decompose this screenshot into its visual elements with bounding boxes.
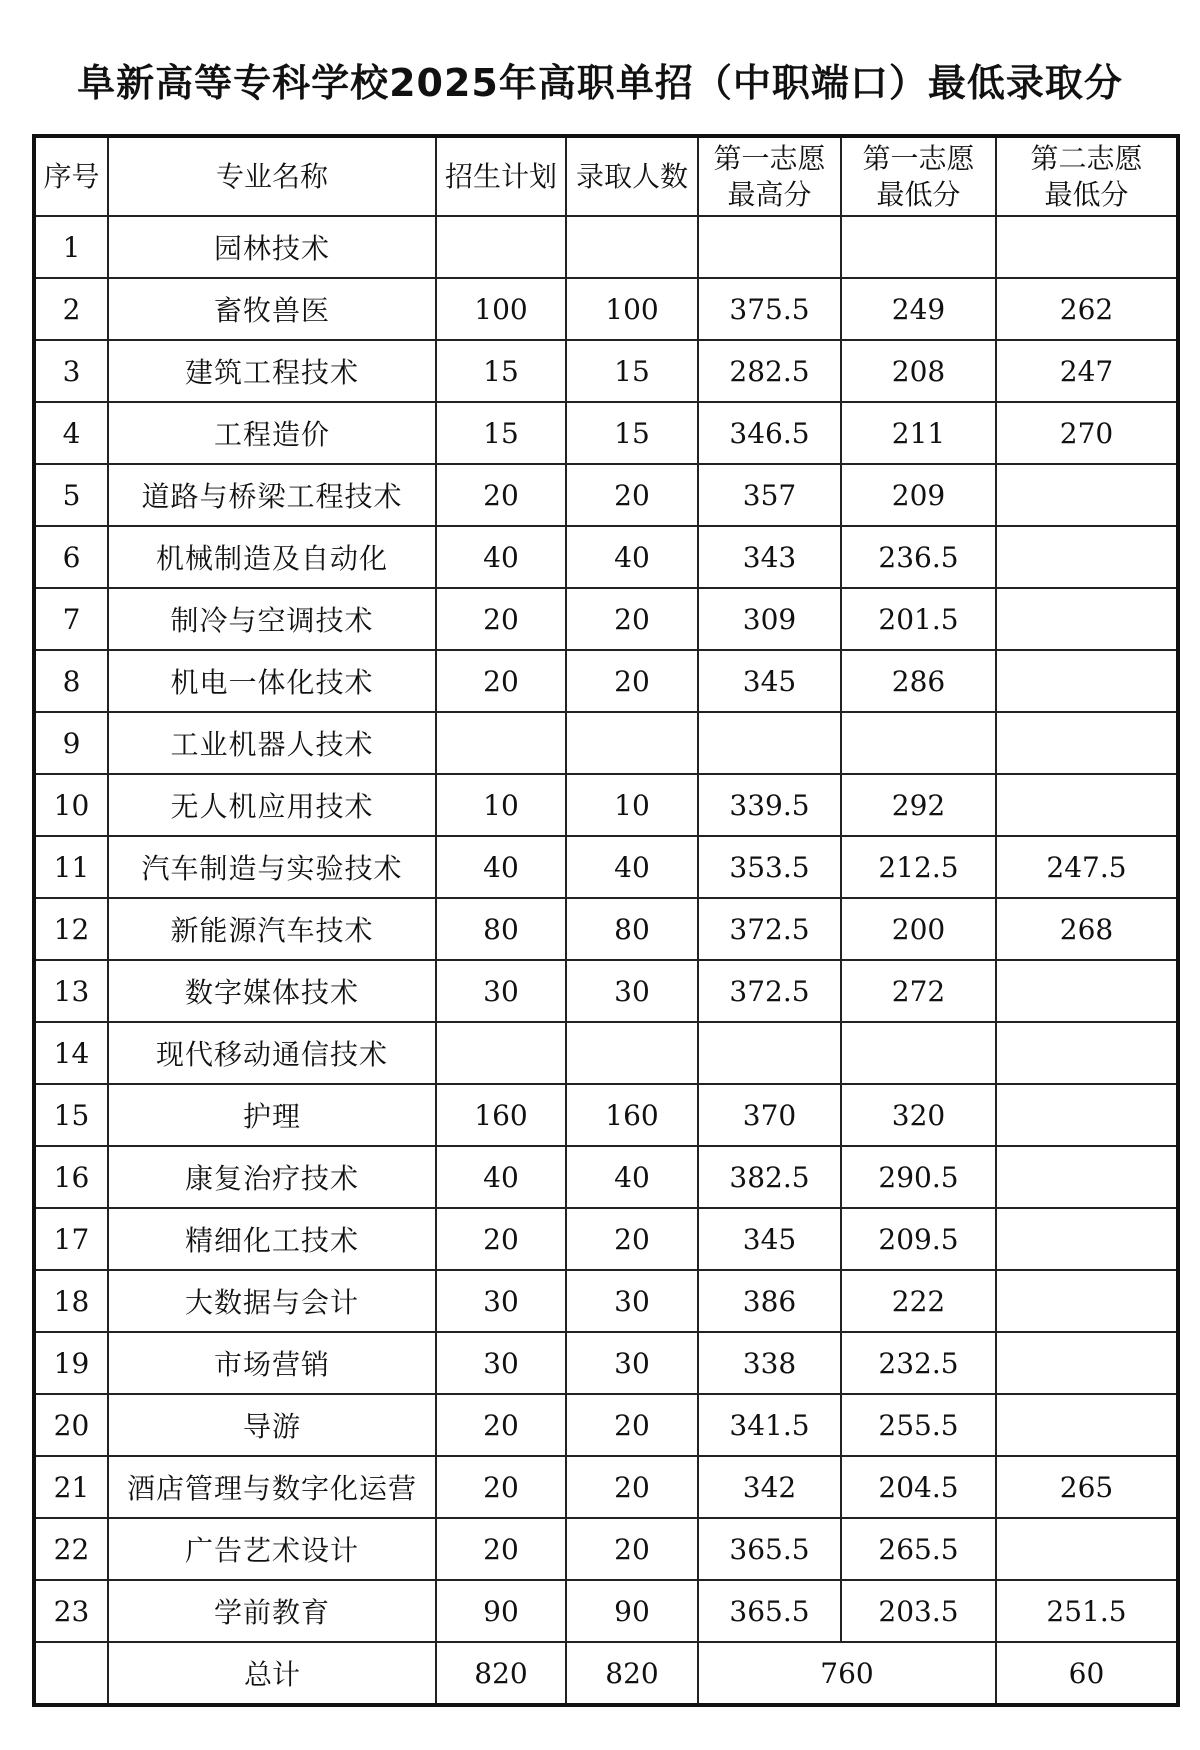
table-row — [34, 960, 1178, 1022]
first-choice-max-cell: 365.5 — [698, 1580, 841, 1642]
header-row — [34, 136, 1178, 216]
seq-cell: 23 — [34, 1580, 108, 1642]
admitted-count-cell: 20 — [566, 650, 698, 712]
enrollment-plan-cell: 20 — [436, 1394, 566, 1456]
enrollment-plan-cell: 30 — [436, 960, 566, 1022]
major-name-cell: 酒店管理与数字化运营 — [108, 1456, 436, 1518]
table-row — [34, 836, 1178, 898]
total-second-choice: 60 — [996, 1642, 1178, 1705]
second-choice-min-cell — [996, 1518, 1178, 1580]
first-choice-max-cell: 375.5 — [698, 278, 841, 340]
major-name-cell: 工业机器人技术 — [108, 712, 436, 774]
table-row — [34, 898, 1178, 960]
first-choice-min-cell: 265.5 — [841, 1518, 996, 1580]
enrollment-plan-cell: 15 — [436, 402, 566, 464]
first-choice-max-cell: 309 — [698, 588, 841, 650]
second-choice-min-cell — [996, 1270, 1178, 1332]
second-choice-min-cell — [996, 1084, 1178, 1146]
major-name-cell: 新能源汽车技术 — [108, 898, 436, 960]
admitted-count-cell: 90 — [566, 1580, 698, 1642]
table-row — [34, 340, 1178, 402]
enrollment-plan-cell: 40 — [436, 526, 566, 588]
admitted-count-cell: 40 — [566, 1146, 698, 1208]
header-enrollment-plan: 招生计划 — [436, 136, 566, 216]
total-seq-cell — [34, 1642, 108, 1705]
table-row — [34, 464, 1178, 526]
seq-cell: 20 — [34, 1394, 108, 1456]
seq-cell: 19 — [34, 1332, 108, 1394]
table-row — [34, 774, 1178, 836]
first-choice-min-cell: 290.5 — [841, 1146, 996, 1208]
first-choice-min-cell: 320 — [841, 1084, 996, 1146]
major-name-cell: 机械制造及自动化 — [108, 526, 436, 588]
major-name-cell: 制冷与空调技术 — [108, 588, 436, 650]
table-row — [34, 216, 1178, 278]
seq-cell: 15 — [34, 1084, 108, 1146]
major-name-cell: 大数据与会计 — [108, 1270, 436, 1332]
table-row — [34, 1518, 1178, 1580]
major-name-cell: 园林技术 — [108, 216, 436, 278]
seq-cell: 7 — [34, 588, 108, 650]
enrollment-plan-cell: 20 — [436, 464, 566, 526]
first-choice-max-cell: 342 — [698, 1456, 841, 1518]
second-choice-min-cell — [996, 1394, 1178, 1456]
second-choice-min-cell — [996, 1332, 1178, 1394]
second-choice-min-cell: 265 — [996, 1456, 1178, 1518]
major-name-cell: 导游 — [108, 1394, 436, 1456]
first-choice-min-cell: 255.5 — [841, 1394, 996, 1456]
first-choice-min-cell — [841, 216, 996, 278]
seq-cell: 3 — [34, 340, 108, 402]
first-choice-max-cell: 365.5 — [698, 1518, 841, 1580]
first-choice-min-cell: 208 — [841, 340, 996, 402]
admitted-count-cell: 30 — [566, 1332, 698, 1394]
admitted-count-cell: 10 — [566, 774, 698, 836]
second-choice-min-cell: 251.5 — [996, 1580, 1178, 1642]
header-second-choice-min-line2: 最低分 — [1044, 177, 1129, 211]
first-choice-min-cell: 209 — [841, 464, 996, 526]
seq-cell: 21 — [34, 1456, 108, 1518]
enrollment-plan-cell: 30 — [436, 1332, 566, 1394]
first-choice-max-cell: 370 — [698, 1084, 841, 1146]
total-plan: 820 — [436, 1642, 566, 1705]
page-title: 阜新高等专科学校2025年高职单招（中职端口）最低录取分 — [77, 61, 1123, 105]
table-row — [34, 278, 1178, 340]
admitted-count-cell: 30 — [566, 1270, 698, 1332]
table-row — [34, 1022, 1178, 1084]
second-choice-min-cell — [996, 1146, 1178, 1208]
first-choice-min-cell: 249 — [841, 278, 996, 340]
admitted-count-cell: 160 — [566, 1084, 698, 1146]
major-name-cell: 精细化工技术 — [108, 1208, 436, 1270]
second-choice-min-cell: 262 — [996, 278, 1178, 340]
first-choice-min-cell: 200 — [841, 898, 996, 960]
first-choice-max-cell — [698, 712, 841, 774]
seq-cell: 4 — [34, 402, 108, 464]
admitted-count-cell — [566, 712, 698, 774]
seq-cell: 16 — [34, 1146, 108, 1208]
major-name-cell: 工程造价 — [108, 402, 436, 464]
table-row — [34, 1394, 1178, 1456]
admitted-count-cell: 15 — [566, 340, 698, 402]
first-choice-min-cell: 232.5 — [841, 1332, 996, 1394]
first-choice-max-cell: 372.5 — [698, 960, 841, 1022]
admitted-count-cell: 40 — [566, 526, 698, 588]
enrollment-plan-cell — [436, 216, 566, 278]
seq-cell: 17 — [34, 1208, 108, 1270]
enrollment-plan-cell: 20 — [436, 588, 566, 650]
table-row — [34, 1146, 1178, 1208]
admitted-count-cell — [566, 1022, 698, 1084]
admitted-count-cell: 15 — [566, 402, 698, 464]
admission-score-table — [32, 134, 1180, 1707]
header-seq: 序号 — [34, 136, 108, 216]
first-choice-max-cell: 345 — [698, 1208, 841, 1270]
seq-cell: 5 — [34, 464, 108, 526]
table-row — [34, 712, 1178, 774]
table-row — [34, 1332, 1178, 1394]
first-choice-min-cell: 212.5 — [841, 836, 996, 898]
first-choice-max-cell: 338 — [698, 1332, 841, 1394]
first-choice-min-cell: 236.5 — [841, 526, 996, 588]
enrollment-plan-cell — [436, 712, 566, 774]
major-name-cell: 广告艺术设计 — [108, 1518, 436, 1580]
enrollment-plan-cell: 40 — [436, 1146, 566, 1208]
seq-cell: 2 — [34, 278, 108, 340]
enrollment-plan-cell: 100 — [436, 278, 566, 340]
admitted-count-cell: 30 — [566, 960, 698, 1022]
second-choice-min-cell — [996, 1208, 1178, 1270]
seq-cell: 13 — [34, 960, 108, 1022]
first-choice-min-cell — [841, 1022, 996, 1084]
total-row — [34, 1642, 1178, 1705]
table-row — [34, 1084, 1178, 1146]
first-choice-min-cell: 203.5 — [841, 1580, 996, 1642]
admitted-count-cell: 40 — [566, 836, 698, 898]
second-choice-min-cell — [996, 526, 1178, 588]
admitted-count-cell: 20 — [566, 1456, 698, 1518]
first-choice-min-cell — [841, 712, 996, 774]
seq-cell: 1 — [34, 216, 108, 278]
first-choice-min-cell: 201.5 — [841, 588, 996, 650]
first-choice-max-cell: 345 — [698, 650, 841, 712]
table-body — [34, 216, 1178, 1705]
major-name-cell: 无人机应用技术 — [108, 774, 436, 836]
major-name-cell: 数字媒体技术 — [108, 960, 436, 1022]
second-choice-min-cell — [996, 712, 1178, 774]
second-choice-min-cell — [996, 774, 1178, 836]
second-choice-min-cell — [996, 464, 1178, 526]
admitted-count-cell: 20 — [566, 1208, 698, 1270]
second-choice-min-cell — [996, 216, 1178, 278]
first-choice-max-cell: 357 — [698, 464, 841, 526]
first-choice-max-cell: 343 — [698, 526, 841, 588]
first-choice-max-cell: 346.5 — [698, 402, 841, 464]
first-choice-max-cell: 353.5 — [698, 836, 841, 898]
second-choice-min-cell — [996, 588, 1178, 650]
first-choice-max-cell: 282.5 — [698, 340, 841, 402]
table-row — [34, 1580, 1178, 1642]
table-row — [34, 1456, 1178, 1518]
second-choice-min-cell: 247 — [996, 340, 1178, 402]
second-choice-min-cell: 270 — [996, 402, 1178, 464]
admitted-count-cell — [566, 216, 698, 278]
header-first-choice-max-line1: 第一志愿 — [713, 141, 826, 175]
total-label: 总计 — [108, 1642, 436, 1705]
first-choice-min-cell: 272 — [841, 960, 996, 1022]
seq-cell: 11 — [34, 836, 108, 898]
total-admitted: 820 — [566, 1642, 698, 1705]
major-name-cell: 机电一体化技术 — [108, 650, 436, 712]
header-major-name: 专业名称 — [108, 136, 436, 216]
seq-cell: 22 — [34, 1518, 108, 1580]
enrollment-plan-cell: 40 — [436, 836, 566, 898]
admitted-count-cell: 20 — [566, 1394, 698, 1456]
enrollment-plan-cell: 20 — [436, 650, 566, 712]
major-name-cell: 现代移动通信技术 — [108, 1022, 436, 1084]
first-choice-max-cell: 386 — [698, 1270, 841, 1332]
first-choice-max-cell: 339.5 — [698, 774, 841, 836]
admitted-count-cell: 20 — [566, 1518, 698, 1580]
table-row — [34, 402, 1178, 464]
first-choice-max-cell: 341.5 — [698, 1394, 841, 1456]
admitted-count-cell: 20 — [566, 588, 698, 650]
first-choice-min-cell: 209.5 — [841, 1208, 996, 1270]
major-name-cell: 市场营销 — [108, 1332, 436, 1394]
admitted-count-cell: 20 — [566, 464, 698, 526]
seq-cell: 18 — [34, 1270, 108, 1332]
header-first-choice-max-line2: 最高分 — [727, 177, 812, 211]
major-name-cell: 汽车制造与实验技术 — [108, 836, 436, 898]
first-choice-min-cell: 292 — [841, 774, 996, 836]
admitted-count-cell: 80 — [566, 898, 698, 960]
header-admitted-count: 录取人数 — [566, 136, 698, 216]
total-first-choice: 760 — [698, 1642, 996, 1705]
seq-cell: 14 — [34, 1022, 108, 1084]
header-first-choice-min-line2: 最低分 — [876, 177, 961, 211]
major-name-cell: 学前教育 — [108, 1580, 436, 1642]
first-choice-min-cell: 222 — [841, 1270, 996, 1332]
header-second-choice-min — [996, 136, 1178, 216]
table-row — [34, 1208, 1178, 1270]
first-choice-min-cell: 286 — [841, 650, 996, 712]
enrollment-plan-cell: 80 — [436, 898, 566, 960]
second-choice-min-cell: 247.5 — [996, 836, 1178, 898]
table-row — [34, 588, 1178, 650]
second-choice-min-cell — [996, 650, 1178, 712]
table-row — [34, 526, 1178, 588]
first-choice-max-cell — [698, 1022, 841, 1084]
seq-cell: 8 — [34, 650, 108, 712]
enrollment-plan-cell: 30 — [436, 1270, 566, 1332]
first-choice-min-cell: 204.5 — [841, 1456, 996, 1518]
enrollment-plan-cell: 20 — [436, 1456, 566, 1518]
enrollment-plan-cell: 90 — [436, 1580, 566, 1642]
second-choice-min-cell — [996, 960, 1178, 1022]
table-row — [34, 1270, 1178, 1332]
major-name-cell: 建筑工程技术 — [108, 340, 436, 402]
second-choice-min-cell — [996, 1022, 1178, 1084]
enrollment-plan-cell: 10 — [436, 774, 566, 836]
header-first-choice-min-line1: 第一志愿 — [862, 141, 975, 175]
enrollment-plan-cell: 160 — [436, 1084, 566, 1146]
major-name-cell: 畜牧兽医 — [108, 278, 436, 340]
first-choice-max-cell: 382.5 — [698, 1146, 841, 1208]
first-choice-max-cell: 372.5 — [698, 898, 841, 960]
enrollment-plan-cell: 20 — [436, 1208, 566, 1270]
first-choice-min-cell: 211 — [841, 402, 996, 464]
major-name-cell: 康复治疗技术 — [108, 1146, 436, 1208]
seq-cell: 12 — [34, 898, 108, 960]
first-choice-max-cell — [698, 216, 841, 278]
header-second-choice-min-line1: 第二志愿 — [1030, 141, 1143, 175]
major-name-cell: 道路与桥梁工程技术 — [108, 464, 436, 526]
seq-cell: 6 — [34, 526, 108, 588]
admitted-count-cell: 100 — [566, 278, 698, 340]
seq-cell: 10 — [34, 774, 108, 836]
major-name-cell: 护理 — [108, 1084, 436, 1146]
enrollment-plan-cell — [436, 1022, 566, 1084]
seq-cell: 9 — [34, 712, 108, 774]
table-row — [34, 650, 1178, 712]
header-first-choice-max — [698, 136, 841, 216]
second-choice-min-cell: 268 — [996, 898, 1178, 960]
enrollment-plan-cell: 15 — [436, 340, 566, 402]
header-first-choice-min — [841, 136, 996, 216]
enrollment-plan-cell: 20 — [436, 1518, 566, 1580]
